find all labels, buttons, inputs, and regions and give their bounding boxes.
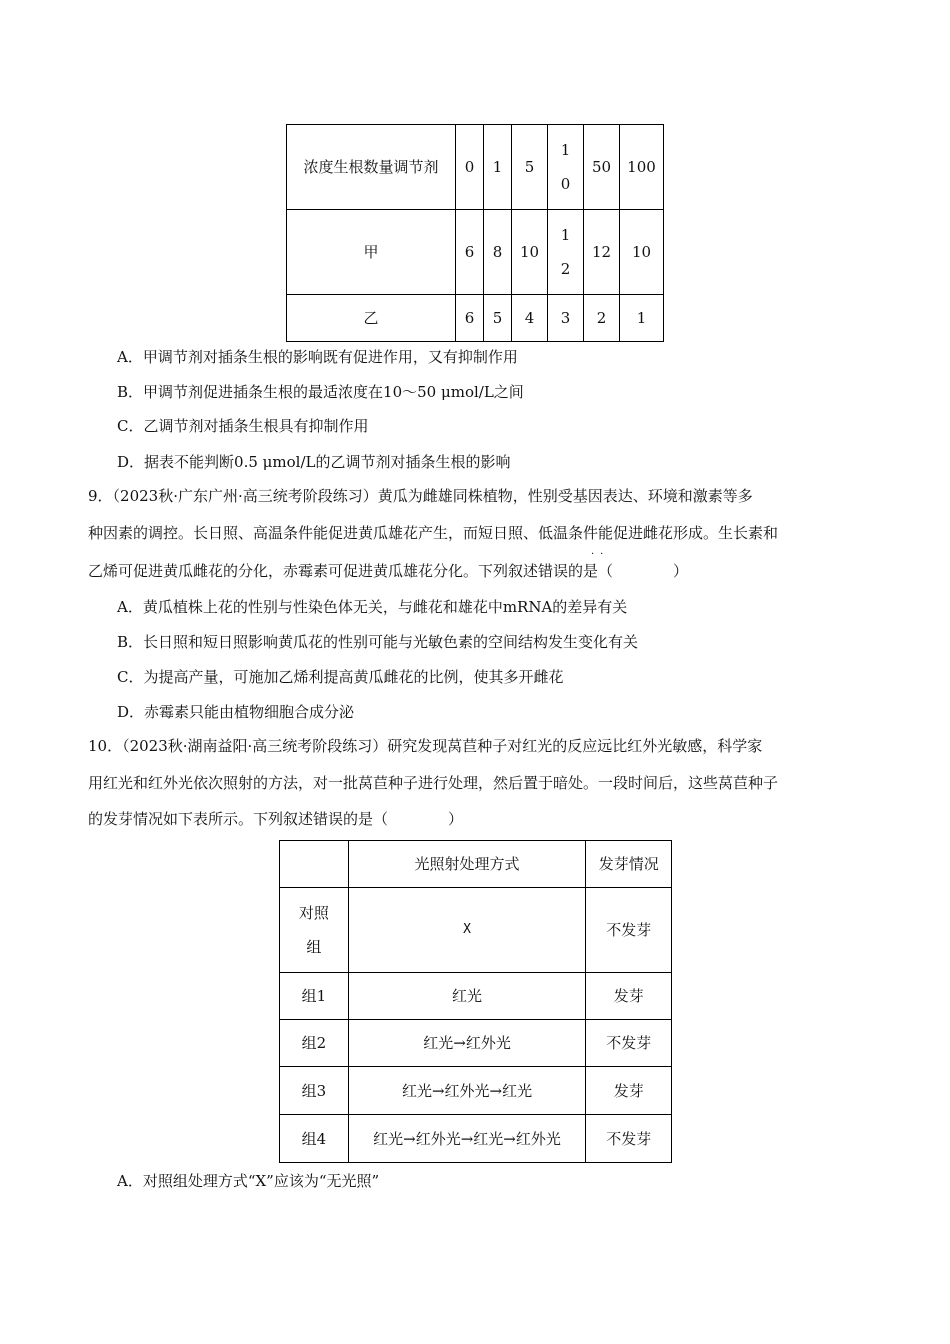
q10-option-a: A．对照组处理方式“X”应该为“无光照” (117, 1172, 380, 1190)
table-row (280, 888, 672, 973)
table-row (280, 841, 672, 888)
split-digit: 2 (560, 260, 571, 278)
q8-option-d: D．据表不能判断0.5 μmol/L的乙调节剂对插条生根的影响 (117, 453, 511, 471)
table-cell: 红光→红外光→红光 (348, 1067, 586, 1115)
table-cell-split (548, 210, 584, 295)
q9-stem-line2: 种因素的调控。长日照、高温条件能促进黄瓜雄花产生，而短日照、低温条件能促进雌花形成。生长素和 (88, 524, 779, 542)
table-cell: 12 (584, 210, 620, 295)
table-cell: 5 (484, 295, 512, 342)
table-header-cell: 发芽情况 (586, 841, 672, 888)
split-digit: 0 (560, 175, 571, 193)
table-header-cell-split (548, 125, 584, 210)
table-cell: 乙 (287, 295, 456, 342)
table-cell: 组1 (280, 973, 349, 1020)
table-cell: 不发芽 (586, 1020, 672, 1067)
q9-stem-line1: 9．（2023秋·广东广州·高三统考阶段练习）黄瓜为雌雄同株植物，性别受基因表达、环境和激素等多 (88, 487, 753, 505)
table-header-cell: 光照射处理方式 (348, 841, 586, 888)
table-header-cell: 5 (512, 125, 548, 210)
table-cell: 1 (620, 295, 664, 342)
table-cell: 不发芽 (586, 1115, 672, 1163)
q10-stem-line3: 的发芽情况如下表所示。下列叙述错误的是（ ） (88, 810, 464, 828)
table-cell: 6 (456, 210, 484, 295)
q9-option-b: B．长日照和短日照影响黄瓜花的性别可能与光敏色素的空间结构发生变化有关 (117, 633, 639, 651)
table-cell: 6 (456, 295, 484, 342)
q9-stem-line3: 乙烯可促进黄瓜雌花的分化，赤霉素可促进黄瓜雄花分化。下列叙述错误的是（ ） (88, 562, 689, 580)
table-cell: 不发芽 (586, 888, 672, 973)
table-cell: 红光 (348, 973, 586, 1020)
table-cell: 组3 (280, 1067, 349, 1115)
table-header-cell: 0 (456, 125, 484, 210)
table-cell: 3 (548, 295, 584, 342)
q8-option-c: C．乙调节剂对插条生根具有抑制作用 (117, 417, 369, 435)
table-regulator-rooting (286, 124, 664, 342)
control-label-line: 对照 (298, 904, 329, 922)
table-row (287, 210, 664, 295)
split-digit: 1 (560, 226, 571, 244)
table-cell: 发芽 (586, 973, 672, 1020)
table-cell: 红光→红外光 (348, 1020, 586, 1067)
table-row (287, 295, 664, 342)
table-cell: 4 (512, 295, 548, 342)
q8-option-b: B．甲调节剂促进插条生根的最适浓度在10～50 μmol/L之间 (117, 383, 524, 401)
q10-stem-line2: 用红光和红外光依次照射的方法，对一批莴苣种子进行处理，然后置于暗处。一段时间后，这些莴苣种子 (88, 774, 779, 792)
table-cell: 发芽 (586, 1067, 672, 1115)
table-cell: 10 (620, 210, 664, 295)
q9-option-a: A．黄瓜植株上花的性别与性染色体无关，与雌花和雄花中mRNA的差异有关 (117, 598, 628, 616)
q10-stem-line1: 10．（2023秋·湖南益阳·高三统考阶段练习）研究发现莴苣种子对红光的反应远比红外光敏感，科学家 (88, 737, 763, 755)
split-digit: 1 (560, 141, 571, 159)
table-cell: 8 (484, 210, 512, 295)
table-cell-control (280, 888, 349, 973)
table-cell: 甲 (287, 210, 456, 295)
table-cell: 10 (512, 210, 548, 295)
q9-option-c: C．为提高产量，可施加乙烯利提高黄瓜雌花的比例，使其多开雌花 (117, 668, 564, 686)
table-header-cell: 1 (484, 125, 512, 210)
table-cell: X (348, 888, 586, 973)
table-cell: 组4 (280, 1115, 349, 1163)
table-row (280, 1020, 672, 1067)
q8-option-a: A．甲调节剂对插条生根的影响既有促进作用，又有抑制作用 (117, 348, 518, 366)
table-light-treatment (279, 840, 672, 1163)
table-header-cell: 浓度生根数量调节剂 (287, 125, 456, 210)
table-row (280, 1115, 672, 1163)
table-cell: 红光→红外光→红光→红外光 (348, 1115, 586, 1163)
table-header-cell: 50 (584, 125, 620, 210)
table-cell: 组2 (280, 1020, 349, 1067)
table-row (280, 973, 672, 1020)
control-label-line: 组 (306, 938, 322, 956)
table-row (287, 125, 664, 210)
table-cell: 2 (584, 295, 620, 342)
q9-option-d: D．赤霉素只能由植物细胞合成分泌 (117, 703, 355, 721)
emphasis-marks: ·· (591, 549, 610, 560)
table-row (280, 1067, 672, 1115)
table-header-cell (280, 841, 349, 888)
table-header-cell: 100 (620, 125, 664, 210)
